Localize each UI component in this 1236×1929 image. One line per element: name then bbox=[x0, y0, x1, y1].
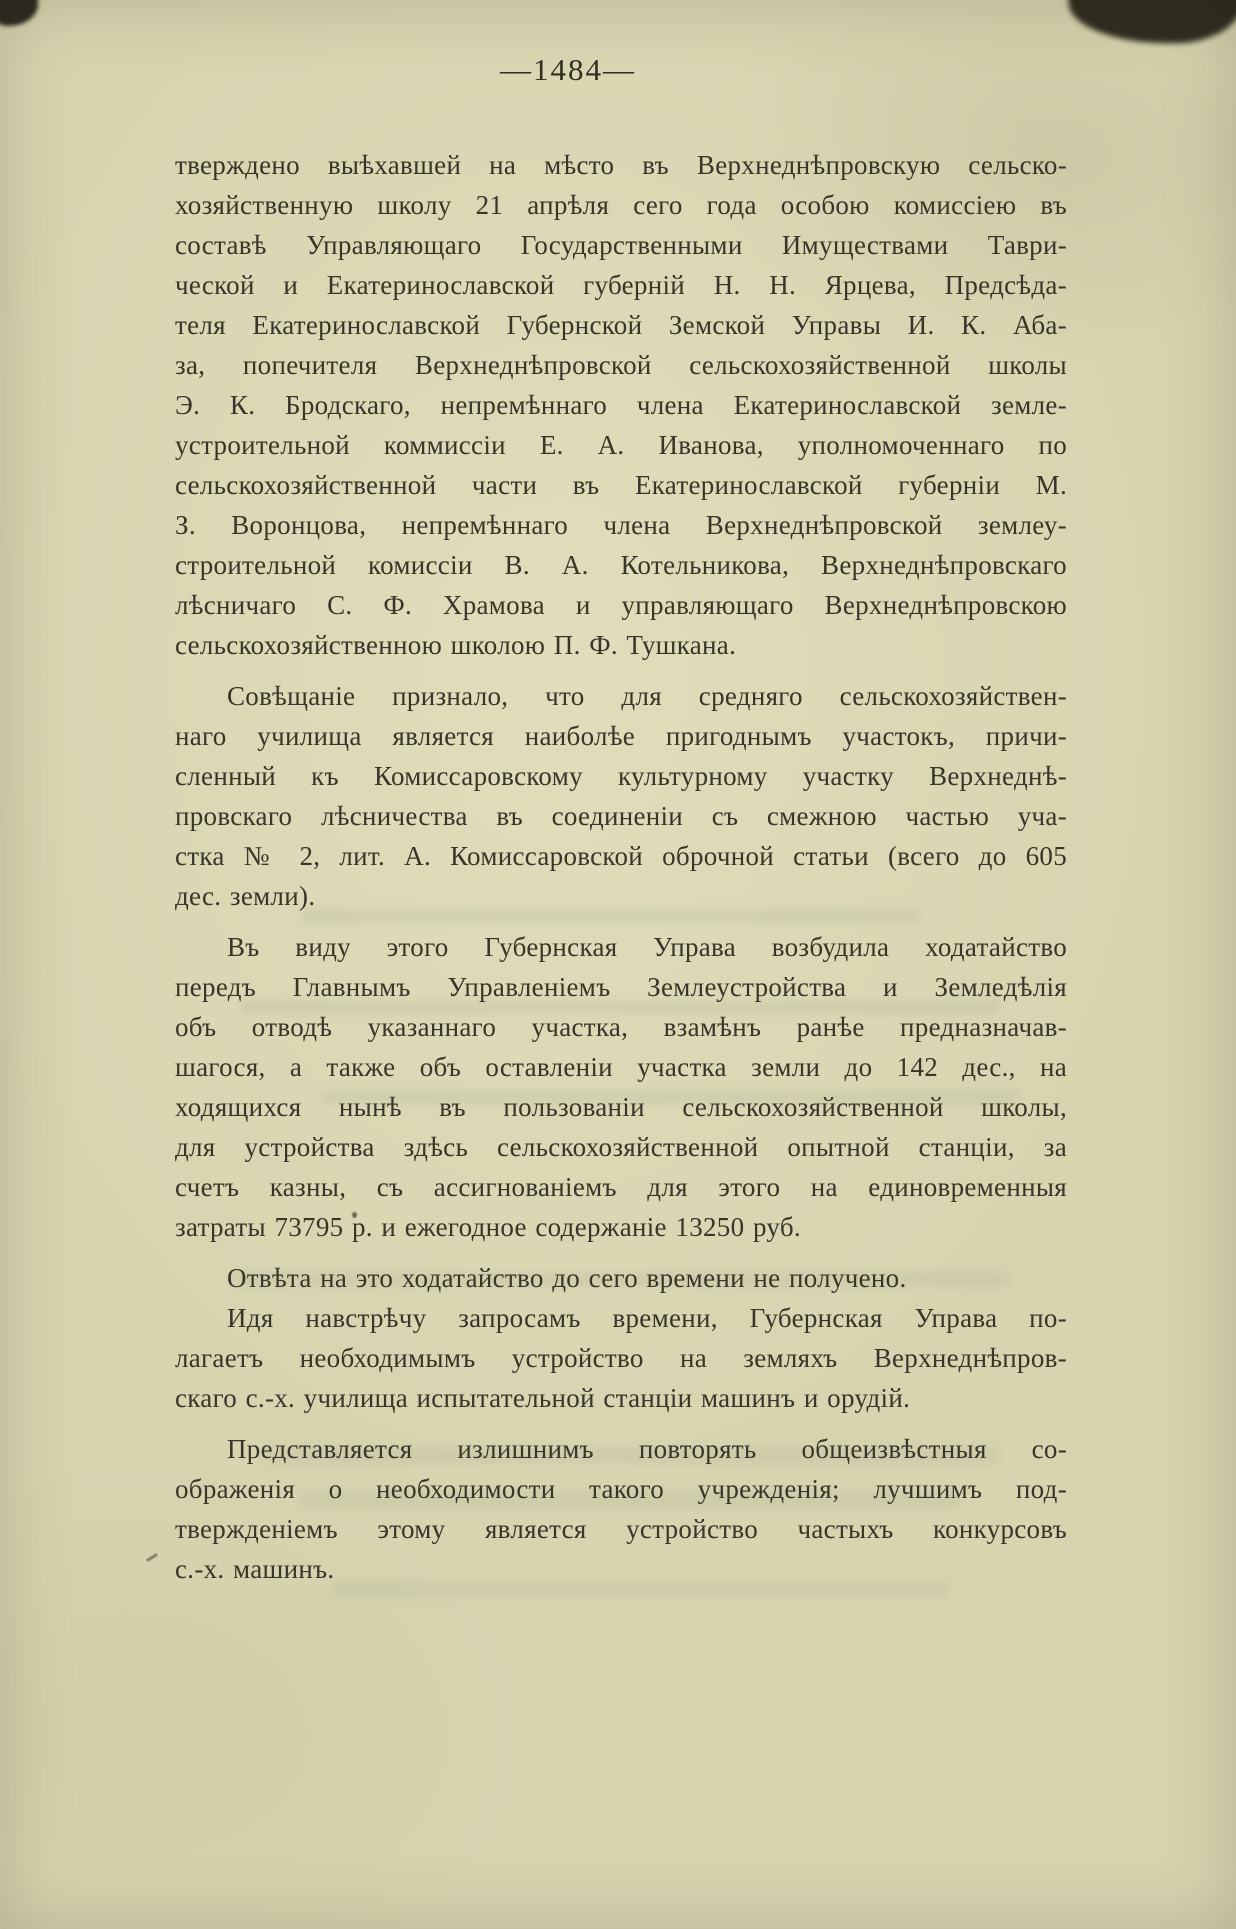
scan-stain-top-left bbox=[0, 0, 38, 26]
scan-stain-top-right bbox=[1068, 0, 1236, 47]
text-line: объ отводѣ указаннаго участка, взамѣнъ ранѣе предназначав- bbox=[175, 1012, 1067, 1042]
margin-tick-mark bbox=[146, 1553, 158, 1562]
text-block bbox=[175, 145, 1067, 1589]
text-line: тверждено выѣхавшей на мѣсто въ Верхнеднѣпровскую сельско- bbox=[175, 150, 1067, 180]
text-line: сленный къ Комиссаровскому культурному участку Верхнеднѣ- bbox=[175, 761, 1067, 791]
page-number: —1484— bbox=[500, 52, 636, 87]
text-line: лѣсничаго С. Ф. Храмова и управляющаго Верхнеднѣпровскою bbox=[175, 590, 1067, 620]
text-line: для устройства здѣсь сельскохозяйственной опытной станціи, за bbox=[175, 1132, 1067, 1162]
text-line: хозяйственную школу 21 апрѣля сего года особою комиссіею въ bbox=[175, 190, 1067, 220]
text-line: Совѣщаніе признало, что для средняго сельскохозяйствен- bbox=[227, 681, 1067, 711]
text-line: ческой и Екатеринославской губерній Н. Н. Ярцева, Предсѣда- bbox=[175, 270, 1067, 300]
text-line: Въ виду этого Губернская Управа возбудила ходатайство bbox=[227, 932, 1067, 962]
paragraph bbox=[175, 145, 1067, 665]
paragraph bbox=[175, 1258, 1067, 1298]
paragraph bbox=[175, 927, 1067, 1247]
text-line: скаго с.-х. училища испытательной станціи машинъ и орудій. bbox=[175, 1383, 911, 1413]
text-line: провскаго лѣсничества въ соединеніи съ смежною частью уча- bbox=[175, 801, 1067, 831]
text-line: за, попечителя Верхнеднѣпровской сельскохозяйственной школы bbox=[175, 350, 1067, 380]
paragraph bbox=[175, 1429, 1067, 1589]
text-line: счетъ казны, съ ассигнованіемъ для этого на единовременныя bbox=[175, 1172, 1067, 1202]
text-line: З. Воронцова, непремѣннаго члена Верхнеднѣпровской землеу- bbox=[175, 510, 1067, 540]
text-line: твержденіемъ этому является устройство частыхъ конкурсовъ bbox=[175, 1514, 1067, 1544]
text-line: с.-х. машинъ. bbox=[175, 1554, 335, 1584]
paragraph bbox=[175, 676, 1067, 916]
text-line: стка № 2, лит. А. Комиссаровской оброчной статьи (всего до 605 bbox=[175, 841, 1067, 871]
text-line: сельскохозяйственною школою П. Ф. Тушкана. bbox=[175, 630, 737, 660]
text-line: передъ Главнымъ Управленіемъ Землеустройства и Земледѣлія bbox=[175, 972, 1067, 1002]
text-line: Э. К. Бродскаго, непремѣннаго члена Екатеринославской земле- bbox=[175, 390, 1067, 420]
text-line: шагося, а также объ оставленіи участка земли до 142 дес., на bbox=[175, 1052, 1067, 1082]
text-line: затраты 73795 р. и ежегодное содержаніе 13250 руб. bbox=[175, 1212, 801, 1242]
text-line: ходящихся нынѣ въ пользованіи сельскохозяйственной школы, bbox=[175, 1092, 1067, 1122]
text-line: устроительной коммиссіи Е. А. Иванова, уполномоченнаго по bbox=[175, 430, 1067, 460]
paragraph bbox=[175, 1298, 1067, 1418]
text-line: сельскохозяйственной части въ Екатеринославской губерніи М. bbox=[175, 470, 1067, 500]
text-line: Отвѣта на это ходатайство до сего времени не получено. bbox=[227, 1263, 907, 1293]
text-line: строительной комиссіи В. А. Котельникова, Верхнеднѣпровскаго bbox=[175, 550, 1067, 580]
text-line: ображенія о необходимости такого учрежденія; лучшимъ под- bbox=[175, 1474, 1067, 1504]
text-line: составѣ Управляющаго Государственными Имуществами Таври- bbox=[175, 230, 1067, 260]
text-line: Представляется излишнимъ повторять общеизвѣстныя со- bbox=[227, 1434, 1067, 1464]
text-line: Идя навстрѣчу запросамъ времени, Губернская Управа по- bbox=[227, 1303, 1067, 1333]
text-line: дес. земли). bbox=[175, 881, 316, 911]
text-line: наго училища является наиболѣе пригоднымъ участокъ, причи- bbox=[175, 721, 1067, 751]
text-line: лагаетъ необходимымъ устройство на земляхъ Верхнеднѣпров- bbox=[175, 1343, 1067, 1373]
text-line: теля Екатеринославской Губернской Земской Управы И. К. Аба- bbox=[175, 310, 1067, 340]
